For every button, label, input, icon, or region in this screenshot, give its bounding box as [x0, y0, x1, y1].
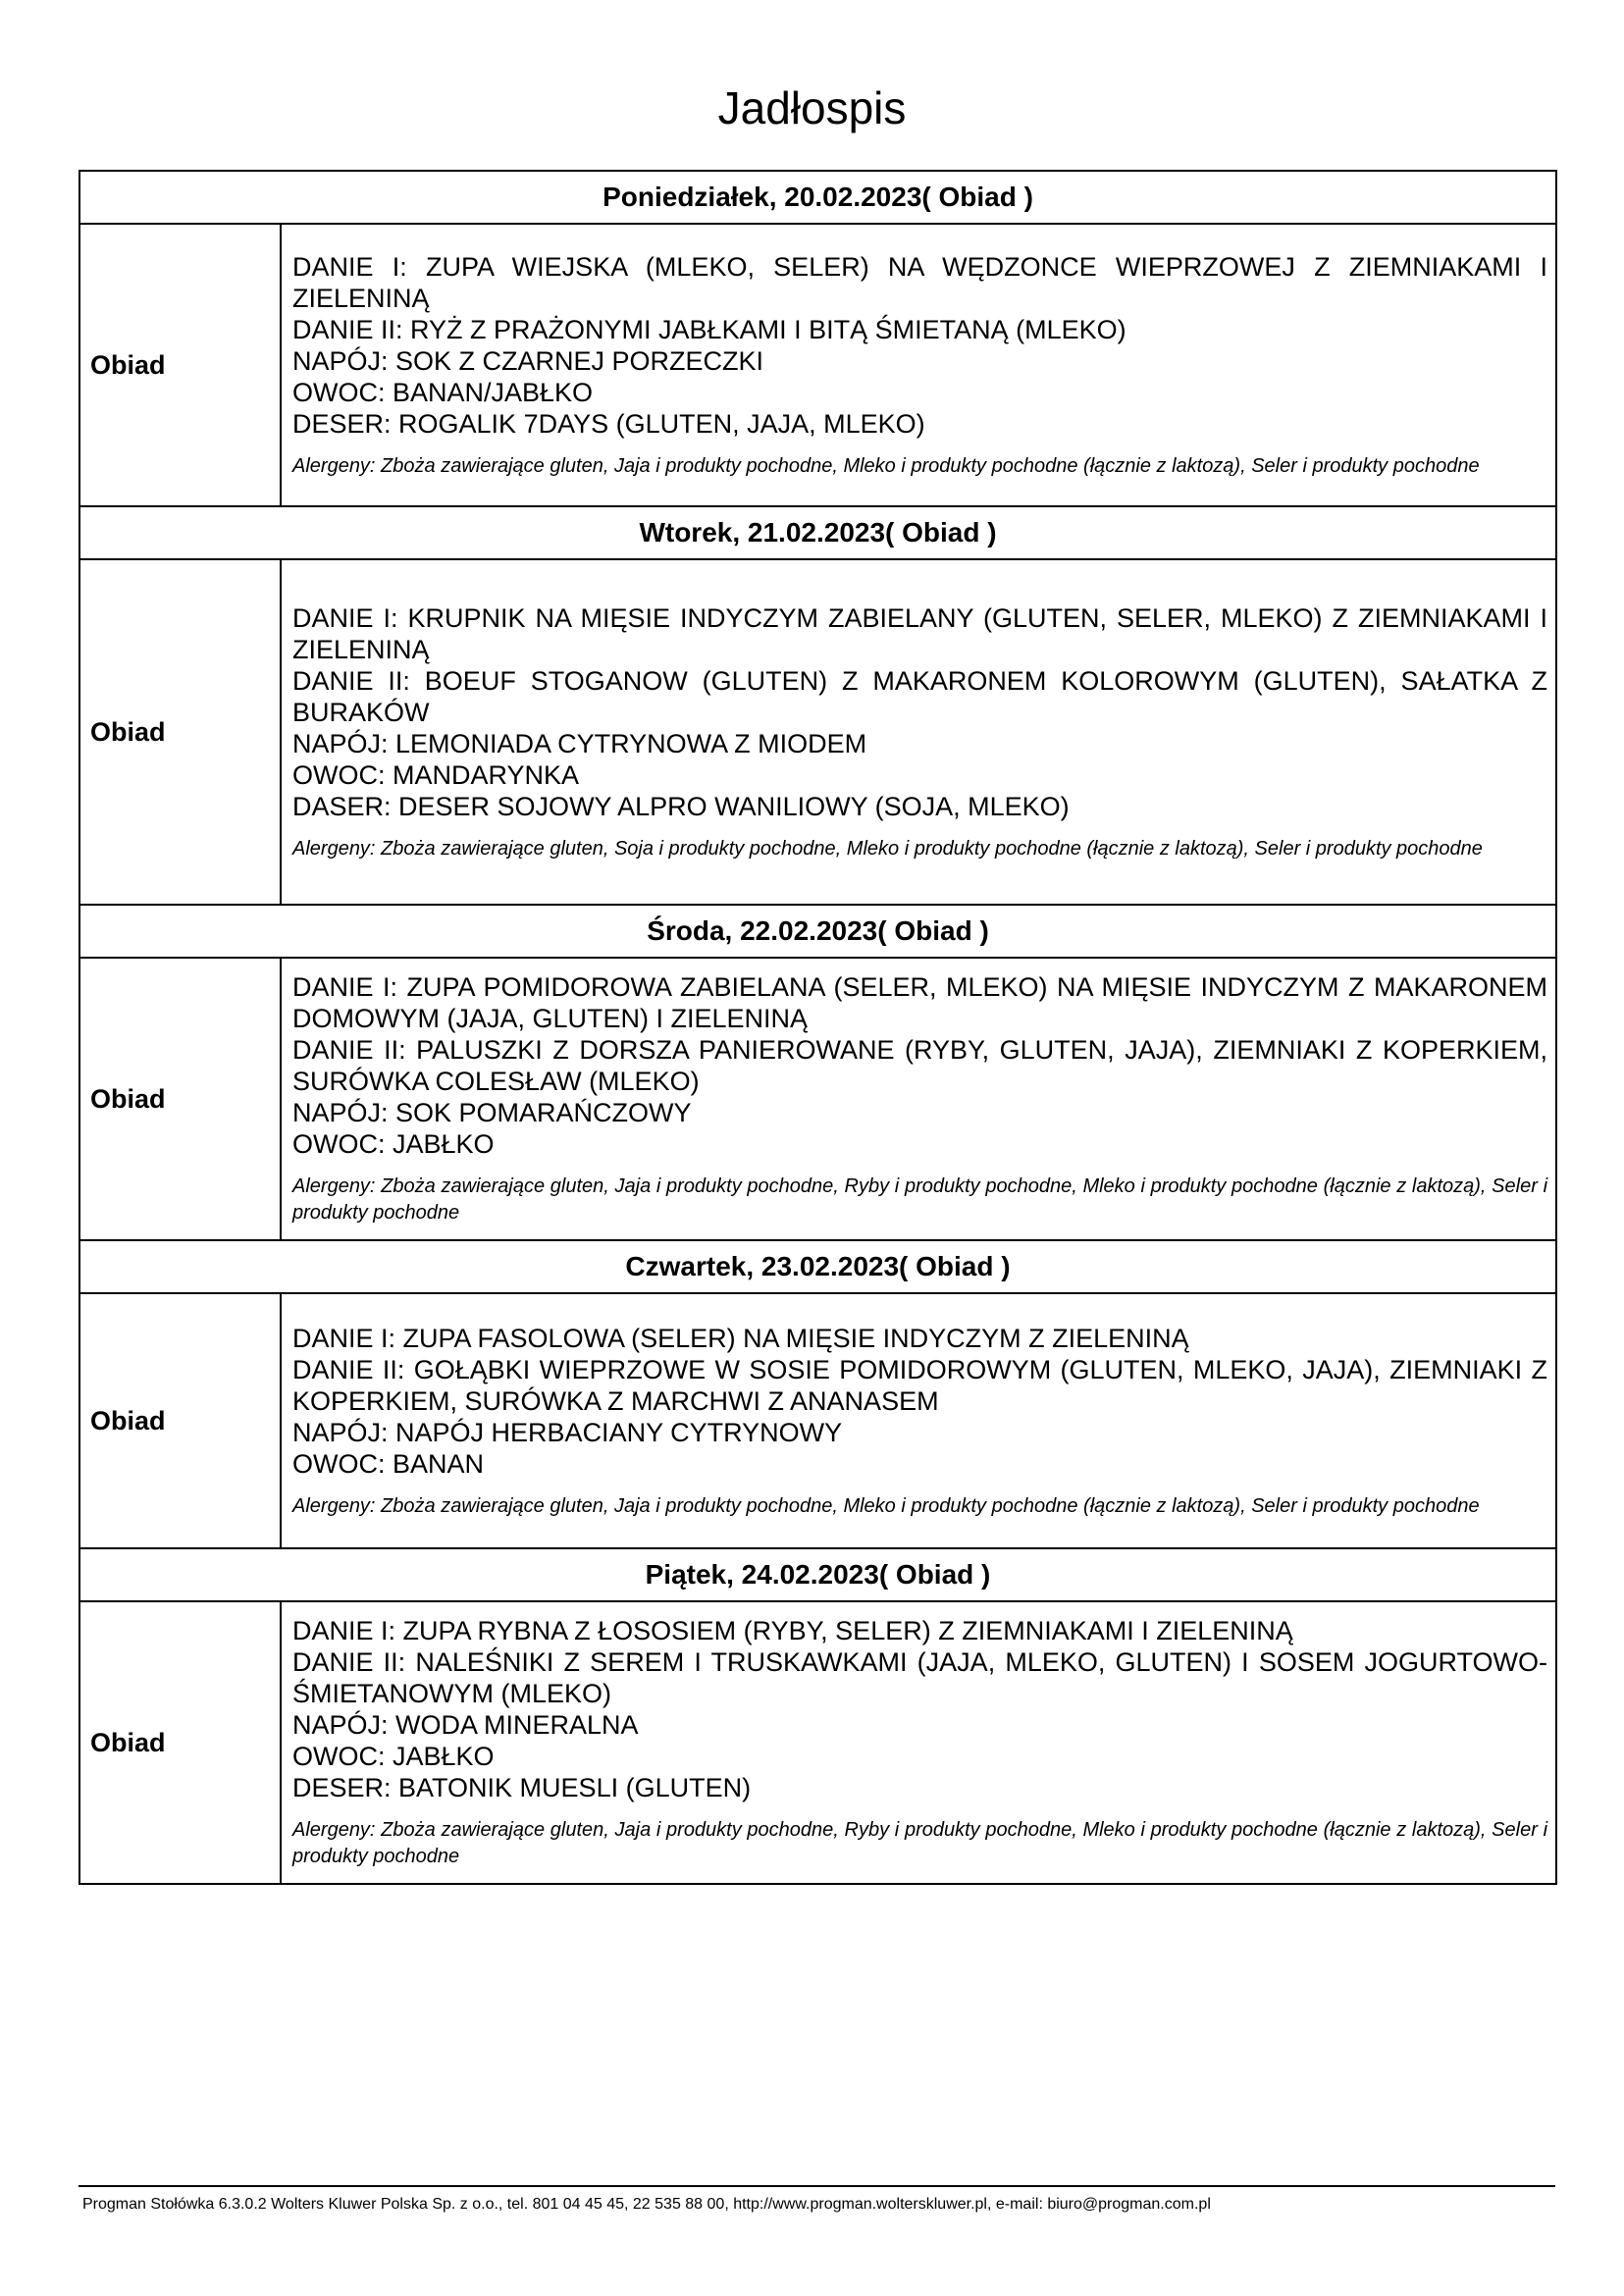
dish-item: NAPÓJ: NAPÓJ HERBACIANY CYTRYNOWY [292, 1417, 843, 1447]
meal-label: Obiad [79, 1601, 281, 1884]
meal-row [79, 559, 1556, 905]
dish-item: NAPÓJ: WODA MINERALNA [292, 1710, 639, 1740]
dish-list [282, 595, 1555, 828]
meal-row [79, 958, 1556, 1240]
meal-label: Obiad [79, 224, 281, 506]
day-header-row [79, 905, 1556, 958]
dish-item: DANIE I: ZUPA WIEJSKA (MLEKO, SELER) NA WĘDZONCE WIEPRZOWEJ Z ZIEMNIAKAMI I ZIELENINĄ [292, 251, 1548, 313]
dish-item: OWOC: MANDARYNKA [292, 759, 580, 790]
day-header: Wtorek, 21.02.2023( Obiad ) [79, 506, 1556, 559]
dish-item: DASER: DESER SOJOWY ALPRO WANILIOWY (SOJA, MLEKO) [292, 791, 1070, 821]
day-header-row [79, 1240, 1556, 1293]
meal-label: Obiad [79, 559, 281, 905]
dish-list [282, 964, 1555, 1166]
dish-item: DANIE II: GOŁĄBKI WIEPRZOWE W SOSIE POMIDOROWYM (GLUTEN, MLEKO, JAJA), ZIEMNIAKI Z KOPERKIEM, SURÓWKA Z MARCHWI Z ANANASEM [292, 1354, 1548, 1416]
meal-content [281, 958, 1556, 1240]
meal-row [79, 1601, 1556, 1884]
allergens-note: Alergeny: Zboża zawierające gluten, Jaja i produkty pochodne, Mleko i produkty pochodne (łącznie z laktozą), Seler i produkty pochodne [292, 454, 1480, 477]
day-header-row [79, 1548, 1556, 1601]
day-header: Środa, 22.02.2023( Obiad ) [79, 905, 1556, 958]
allergens-note: Alergeny: Zboża zawierające gluten, Jaja i produkty pochodne, Ryby i produkty pochodne, Mleko i produkty pochodne (łącznie z laktozą), Seler i produkty pochodne [292, 1175, 1548, 1224]
dish-item: NAPÓJ: SOK Z CZARNEJ PORZECZKI [292, 345, 764, 376]
day-header: Poniedziałek, 20.02.2023( Obiad ) [79, 171, 1556, 224]
meal-content [281, 1601, 1556, 1884]
dish-item: DESER: ROGALIK 7DAYS (GLUTEN, JAJA, MLEKO) [292, 408, 925, 439]
dish-item: DANIE II: RYŻ Z PRAŻONYMI JABŁKAMI I BITĄ ŚMIETANĄ (MLEKO) [292, 314, 1126, 344]
allergens-note: Alergeny: Zboża zawierające gluten, Jaja i produkty pochodne, Ryby i produkty pochodne, Mleko i produkty pochodne (łącznie z laktozą), Seler i produkty pochodne [292, 1819, 1548, 1867]
dish-list [282, 243, 1555, 445]
meal-content [281, 224, 1556, 506]
page-title: Jadłospis [717, 82, 907, 133]
dish-item: OWOC: BANAN [292, 1448, 485, 1479]
menu-body [79, 171, 1556, 1884]
dish-item: DANIE I: ZUPA RYBNA Z ŁOSOSIEM (RYBY, SELER) Z ZIEMNIAKAMI I ZIELENINĄ [292, 1616, 1293, 1645]
allergens-note: Alergeny: Zboża zawierające gluten, Jaja i produkty pochodne, Mleko i produkty pochodne (łącznie z laktozą), Seler i produkty pochodne [292, 1494, 1480, 1517]
day-header: Czwartek, 23.02.2023( Obiad ) [79, 1240, 1556, 1293]
day-header: Piątek, 24.02.2023( Obiad ) [79, 1548, 1556, 1601]
footer-text: Progman Stołówka 6.3.0.2 Wolters Kluwer Polska Sp. z o.o., tel. 801 04 45 45, 22 535 88 00, http://www.progman.wolterskluwer.pl, e-mail: biuro@progman.com.pl [82, 2196, 1211, 2213]
dish-item: DANIE II: PALUSZKI Z DORSZA PANIEROWANE (RYBY, GLUTEN, JAJA), ZIEMNIAKI Z KOPERKIEM, SURÓWKA COLESŁAW (MLEKO) [292, 1035, 1548, 1096]
day-header-row [79, 506, 1556, 559]
dish-item: DANIE II: NALEŚNIKI Z SEREM I TRUSKAWKAMI (JAJA, MLEKO, GLUTEN) I SOSEM JOGURTOWO-ŚMIETANOWYM (MLEKO) [292, 1647, 1548, 1708]
dish-item: NAPÓJ: LEMONIADA CYTRYNOWA Z MIODEM [292, 728, 867, 758]
meal-label: Obiad [79, 1293, 281, 1548]
day-header-row [79, 171, 1556, 224]
dish-item: DESER: BATONIK MUESLI (GLUTEN) [292, 1773, 752, 1802]
meal-label: Obiad [79, 958, 281, 1240]
dish-item: OWOC: BANAN/JABŁKO [292, 377, 594, 407]
dish-item: OWOC: JABŁKO [292, 1129, 495, 1159]
dish-item: OWOC: JABŁKO [292, 1742, 495, 1771]
menu-table [79, 170, 1557, 1885]
meal-content [281, 559, 1556, 905]
dish-item: DANIE I: ZUPA POMIDOROWA ZABIELANA (SELER, MLEKO) NA MIĘSIE INDYCZYM Z MAKARONEM DOMOWYM (JAJA, GLUTEN) I ZIELENINĄ [292, 972, 1548, 1033]
footer-divider [79, 2185, 1555, 2187]
dish-item: DANIE I: KRUPNIK NA MIĘSIE INDYCZYM ZABIELANY (GLUTEN, SELER, MLEKO) Z ZIEMNIAKAMI I ZIELENINĄ [292, 602, 1548, 664]
meal-row [79, 224, 1556, 506]
meal-row [79, 1293, 1556, 1548]
meal-content [281, 1293, 1556, 1548]
dish-item: DANIE II: BOEUF STOGANOW (GLUTEN) Z MAKARONEM KOLOROWYM (GLUTEN), SAŁATKA Z BURAKÓW [292, 665, 1548, 727]
allergens-note: Alergeny: Zboża zawierające gluten, Soja i produkty pochodne, Mleko i produkty pochodne (łącznie z laktozą), Seler i produkty pochodne [292, 837, 1483, 860]
dish-list [282, 1315, 1555, 1486]
dish-list [282, 1607, 1555, 1809]
dish-item: NAPÓJ: SOK POMARAŃCZOWY [292, 1098, 692, 1127]
dish-item: DANIE I: ZUPA FASOLOWA (SELER) NA MIĘSIE INDYCZYM Z ZIELENINĄ [292, 1323, 1189, 1353]
